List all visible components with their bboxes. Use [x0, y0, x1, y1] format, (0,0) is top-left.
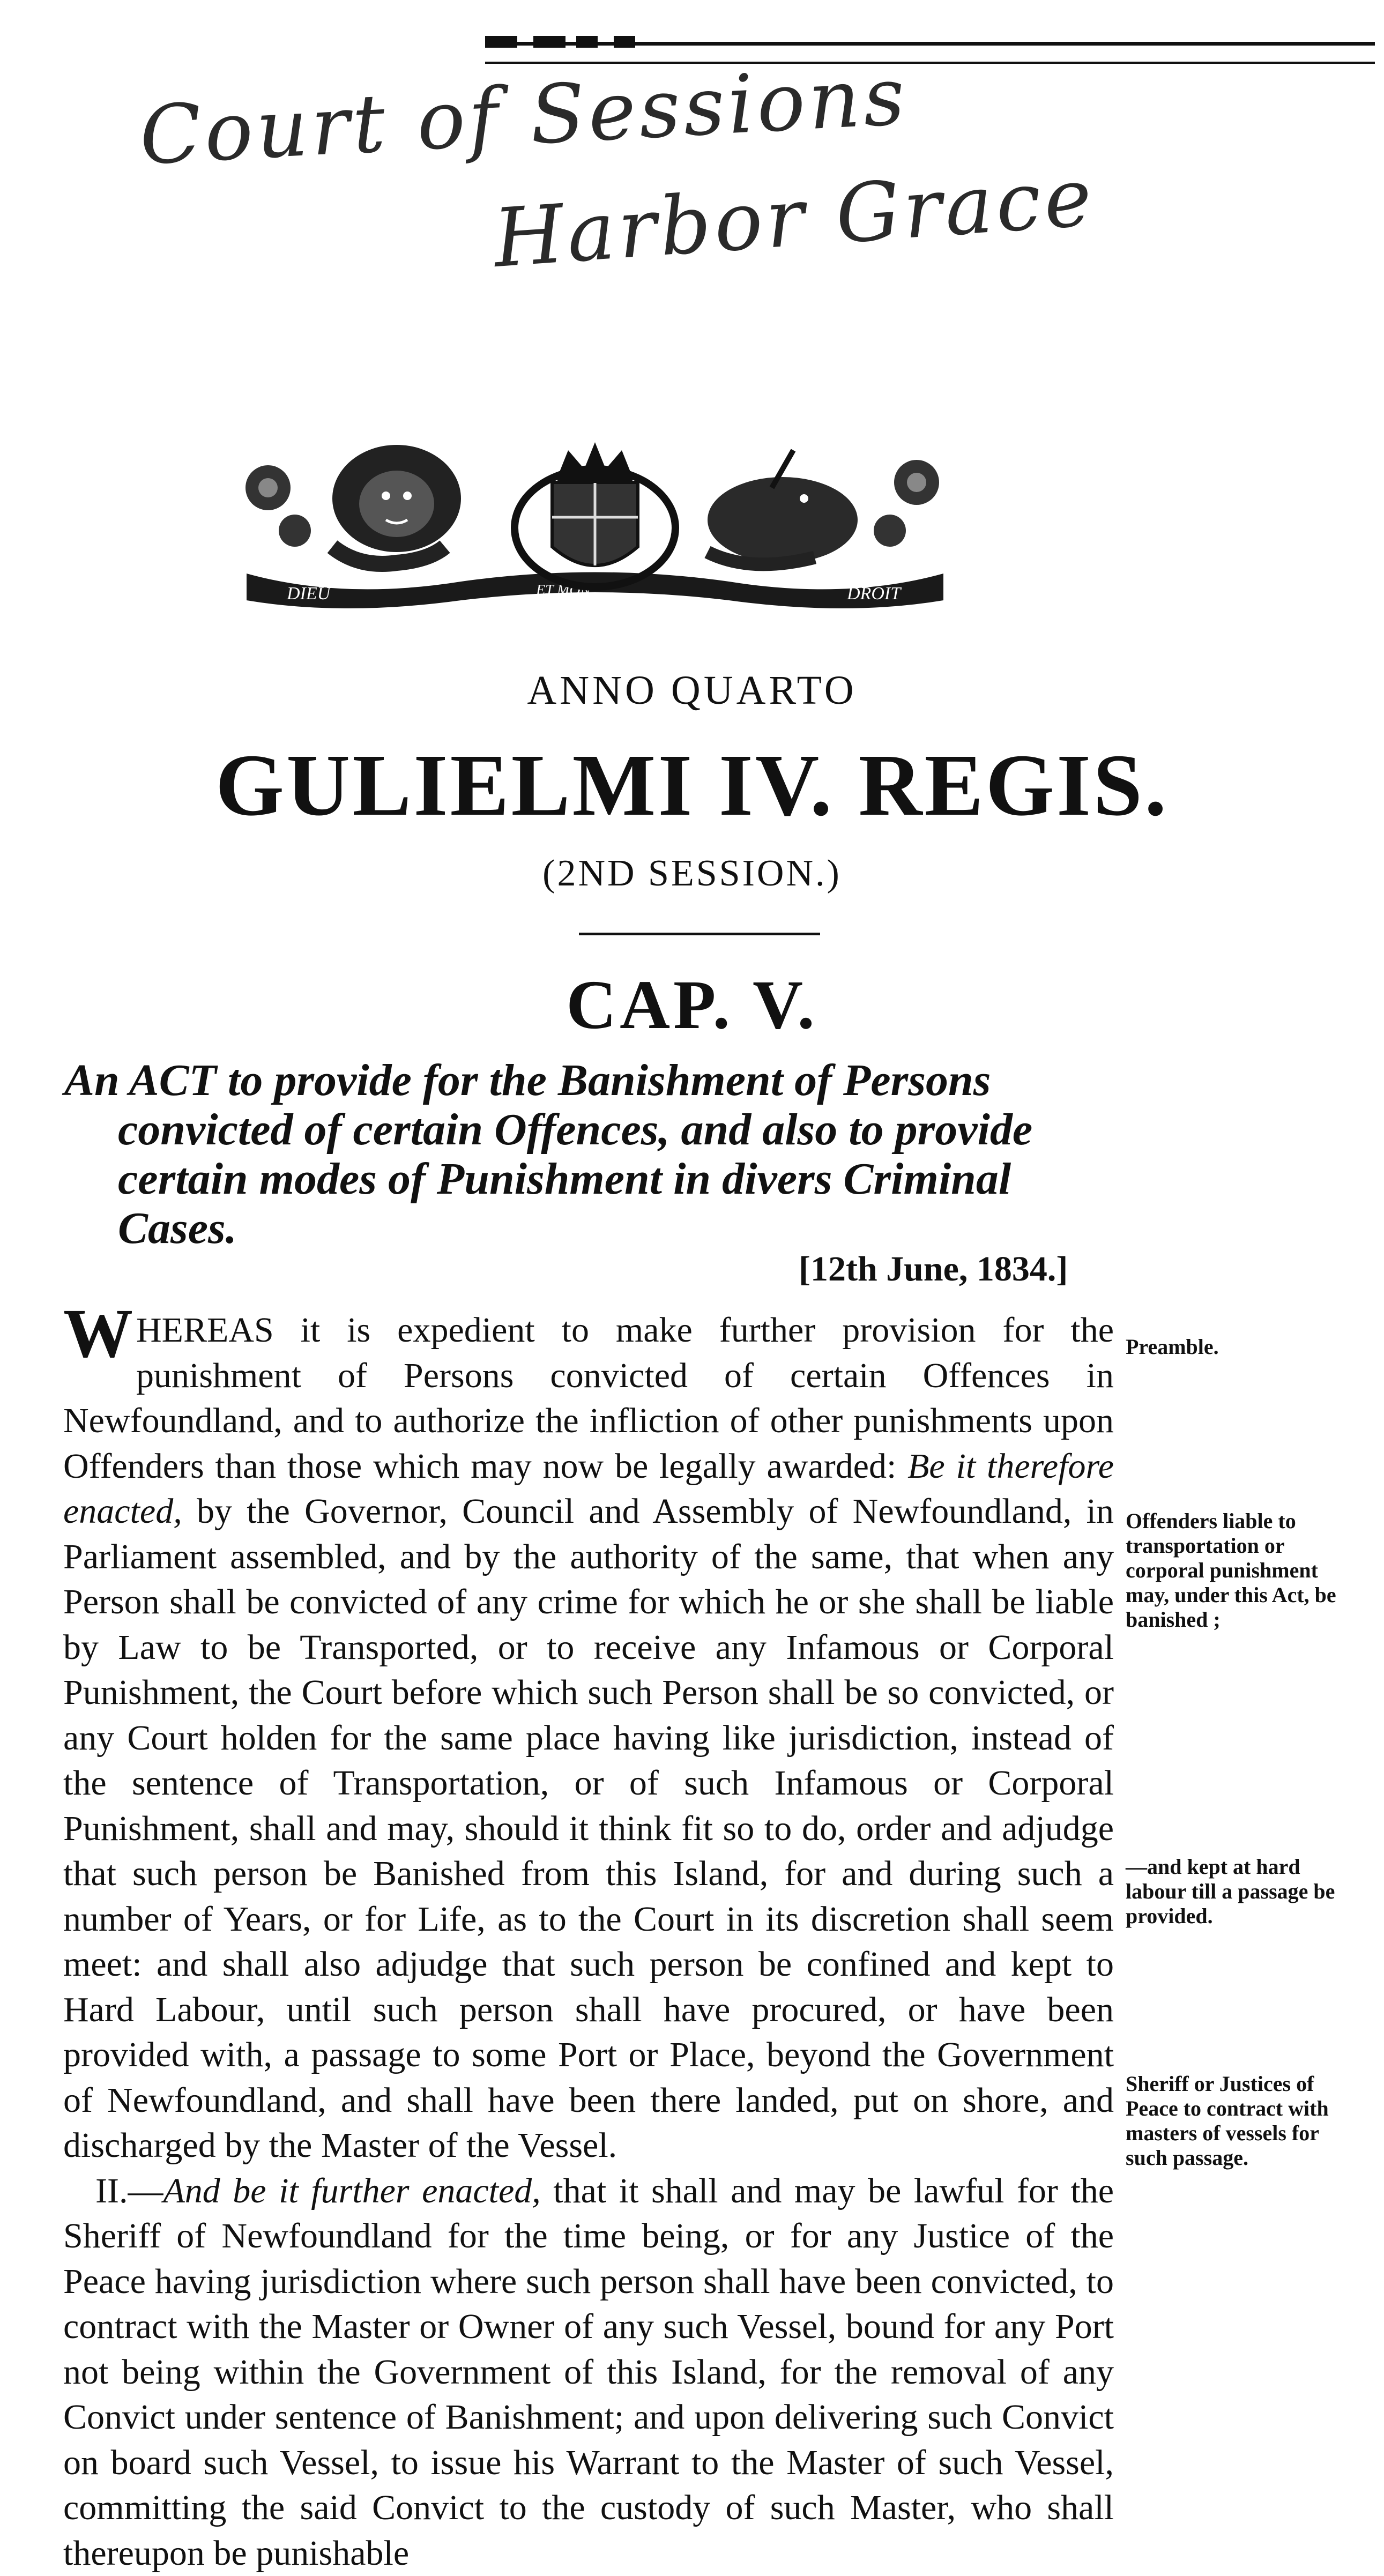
- act-title-line: Cases.: [64, 1204, 1158, 1253]
- reign-title: GULIELMI IV. REGIS.: [0, 734, 1384, 836]
- drop-cap: W: [63, 1312, 133, 1355]
- act-body: [63, 1308, 1114, 2576]
- act-title-line: certain modes of Punishment in divers Criminal: [64, 1155, 1158, 1204]
- section-number: II.—: [95, 2171, 163, 2210]
- preamble-text: HEREAS it is expedient to make further provision for the punishment of Persons convicted of certain Offences in Newfoundland, and to authorize the infliction of other punishments upon Offenders than those which may now be legally awarded:: [63, 1311, 1114, 1486]
- session-label: (2ND SESSION.): [0, 852, 1384, 895]
- chapter-number: CAP. V.: [0, 965, 1384, 1045]
- handwritten-note-court: Court of Sessions: [137, 50, 910, 183]
- motto-middle: ET MON: [535, 582, 591, 599]
- margin-note-banishment: Offenders liable to transportation or corporal punishment may, under this Act, be banished ;: [1126, 1509, 1361, 1632]
- motto-right: DROIT: [846, 584, 902, 604]
- act-title-line: An ACT to provide for the Banishment of Persons: [64, 1056, 1158, 1105]
- act-title-line: convicted of certain Offences, and also to provide: [64, 1105, 1158, 1155]
- enactment-date: [12th June, 1834.]: [799, 1249, 1068, 1290]
- section-two-paragraph: [63, 2169, 1114, 2576]
- act-title: [64, 1056, 1158, 1253]
- royal-coat-of-arms-icon: [236, 440, 954, 616]
- enacting-clause: And be it further enacted,: [163, 2171, 540, 2210]
- heading-divider: [579, 933, 820, 935]
- margin-note-contract: Sheriff or Justices of Peace to contract with masters of vessels for such passage.: [1126, 2072, 1361, 2170]
- regnal-year: ANNO QUARTO: [0, 667, 1384, 714]
- preamble-paragraph: [63, 1308, 1114, 2169]
- handwritten-note-place: Harbor Grace: [490, 151, 1098, 286]
- margin-note-preamble: Preamble.: [1126, 1335, 1361, 1359]
- top-border-rule: [485, 42, 1375, 64]
- margin-note-hard-labour: —and kept at hard labour till a passage be provided.: [1126, 1855, 1361, 1929]
- motto-left: DIEU: [286, 584, 332, 604]
- section-one-text: by the Governor, Council and Assembly of Newfoundland, in Parliament assembled, and by the authority of the same, that when any Person shall be convicted of any crime for which he or she shall be liable by Law to be Transported, or to receive any Infamous or Corporal Punishment, the Court before which such Person shall be so convicted, or any Court holden for the same place having like jurisdiction, instead of the sentence of Transportation, or of such Infamous or Corporal Punishment, shall and may, should it think fit so to do, order and adjudge that such person be Banished from this Island, for and during such a number of Years, or for Life, as to the Court in its discretion shall seem meet: and shall also adjudge that such person be confined and kept to Hard Labour, until such person shall have procured, or have been provided with, a passage to some Port or Place, beyond the Government of Newfoundland, and shall have been there landed, put on shore, and discharged by the Master of the Vessel.: [63, 1492, 1114, 2165]
- section-two-text: that it shall and may be lawful for the Sheriff of Newfoundland for the time being, or for any Justice of the Peace having jurisdiction where such person shall have been convicted, to contract with the Master or Owner of any such Vessel, bound for any Port not being within the Government of this Island, for the removal of any Convict under sentence of Banishment; and upon delivering such Convict on board such Vessel, to issue his Warrant to the Master of such Vessel, committing the said Convict to the custody of such Master, who shall thereupon be punishable: [63, 2171, 1114, 2573]
- enacting-clause: Be it therefore enacted,: [63, 1447, 1114, 1531]
